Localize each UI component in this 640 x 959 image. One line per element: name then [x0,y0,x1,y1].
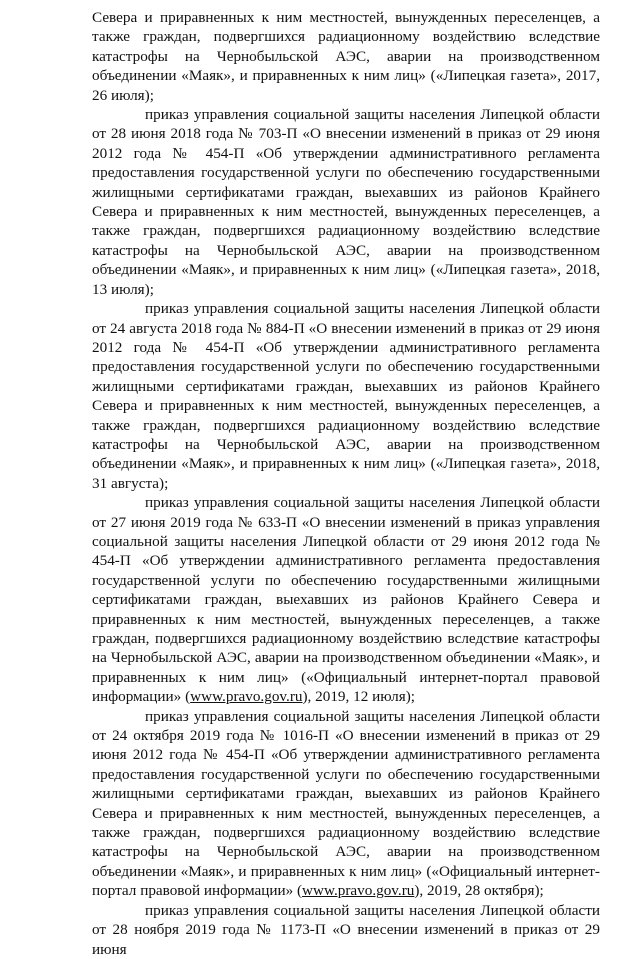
paragraph-1-continuation: Севера и приравненных к ним местностей, вынужденных переселенцев, а также граждан, подвергшихся радиационному воздействию вследствие катастрофы на Чернобыльской АЭС, аварии на производственном объединении «Маяк», и приравненных к ним лиц» («Липецкая газета», 2017, 26 июля); [92,9,600,104]
paragraph-order-1016-text: приказ управления социальной защиты населения Липецкой области от 24 октября 2019 года № 1016-П «О внесении изменений в приказ от 29 июня 2012 года № 454-П «Об утверждении административного регламента предоставления государственной услуги по обеспечению государственными жилищными сертификатами граждан, выехавших из районов Крайнего Севера и приравненных к ним местностей, вынужденных переселенцев, а также граждан, подвергшихся радиационному воздействию вследствие катастрофы на Чернобыльской АЭС, аварии на производственном объединении «Маяк», и приравненных к ним лиц» («Официальный интернет-портал правовой информации» ( [92,707,600,900]
paragraph-order-1016 [92,707,600,901]
paragraph-order-633-text: приказ управления социальной защиты населения Липецкой области от 27 июня 2019 года № 633-П «О внесении изменений в приказ управления социальной защиты населения Липецкой области от 29 июня 2012 года № 454-П «Об утверждении административного регламента предоставления государственной услуги по обеспечению государственными жилищными сертификатами граждан, выехавших из районов Крайнего Севера и приравненных к ним местностей, вынужденных переселенцев, а также граждан, подвергшихся радиационному воздействию вследствие катастрофы на Чернобыльской АЭС, аварии на производственном объединении «Маяк», и приравненных к ним лиц» («Официальный интернет-портал правовой информации» ( [92,494,600,706]
pravo-gov-link[interactable]: www.pravo.gov.ru [302,882,415,900]
paragraph-order-1016-tail: ), 2019, 28 октября); [414,882,544,900]
paragraph-order-633-tail: ), 2019, 12 июля); [302,688,416,706]
paragraph-order-703: приказ управления социальной защиты населения Липецкой области от 28 июня 2018 года № 703-П «О внесении изменений в приказ от 29 июня 2012 года № 454-П «Об утверждении административного регламента предоставления государственной услуги по обеспечению государственными жилищными сертификатами граждан, выехавших из районов Крайнего Севера и приравненных к ним местностей, вынужденных переселенцев, а также граждан, подвергшихся радиационному воздействию вследствие катастрофы на Чернобыльской АЭС, аварии на производственном объединении «Маяк», и приравненных к ним лиц» («Липецкая газета», 2018, 13 июля); [92,106,600,298]
paragraph-order-1173: приказ управления социальной защиты населения Липецкой области от 28 ноября 2019 года № 1173-П «О внесении изменений в приказ от 29 июня [92,901,600,958]
paragraph-order-633 [92,493,600,706]
pravo-gov-link[interactable]: www.pravo.gov.ru [190,688,303,706]
paragraph-order-884: приказ управления социальной защиты населения Липецкой области от 24 августа 2018 года № 884-П «О внесении изменений в приказ от 29 июня 2012 года № 454-П «Об утверждении административного регламента предоставления государственной услуги по обеспечению государственными жилищными сертификатами граждан, выехавших из районов Крайнего Севера и приравненных к ним местностей, вынужденных переселенцев, а также граждан, подвергшихся радиационному воздействию вследствие катастрофы на Чернобыльской АЭС, аварии на производственном объединении «Маяк», и приравненных к ним лиц» («Липецкая газета», 2018, 31 августа); [92,300,600,492]
